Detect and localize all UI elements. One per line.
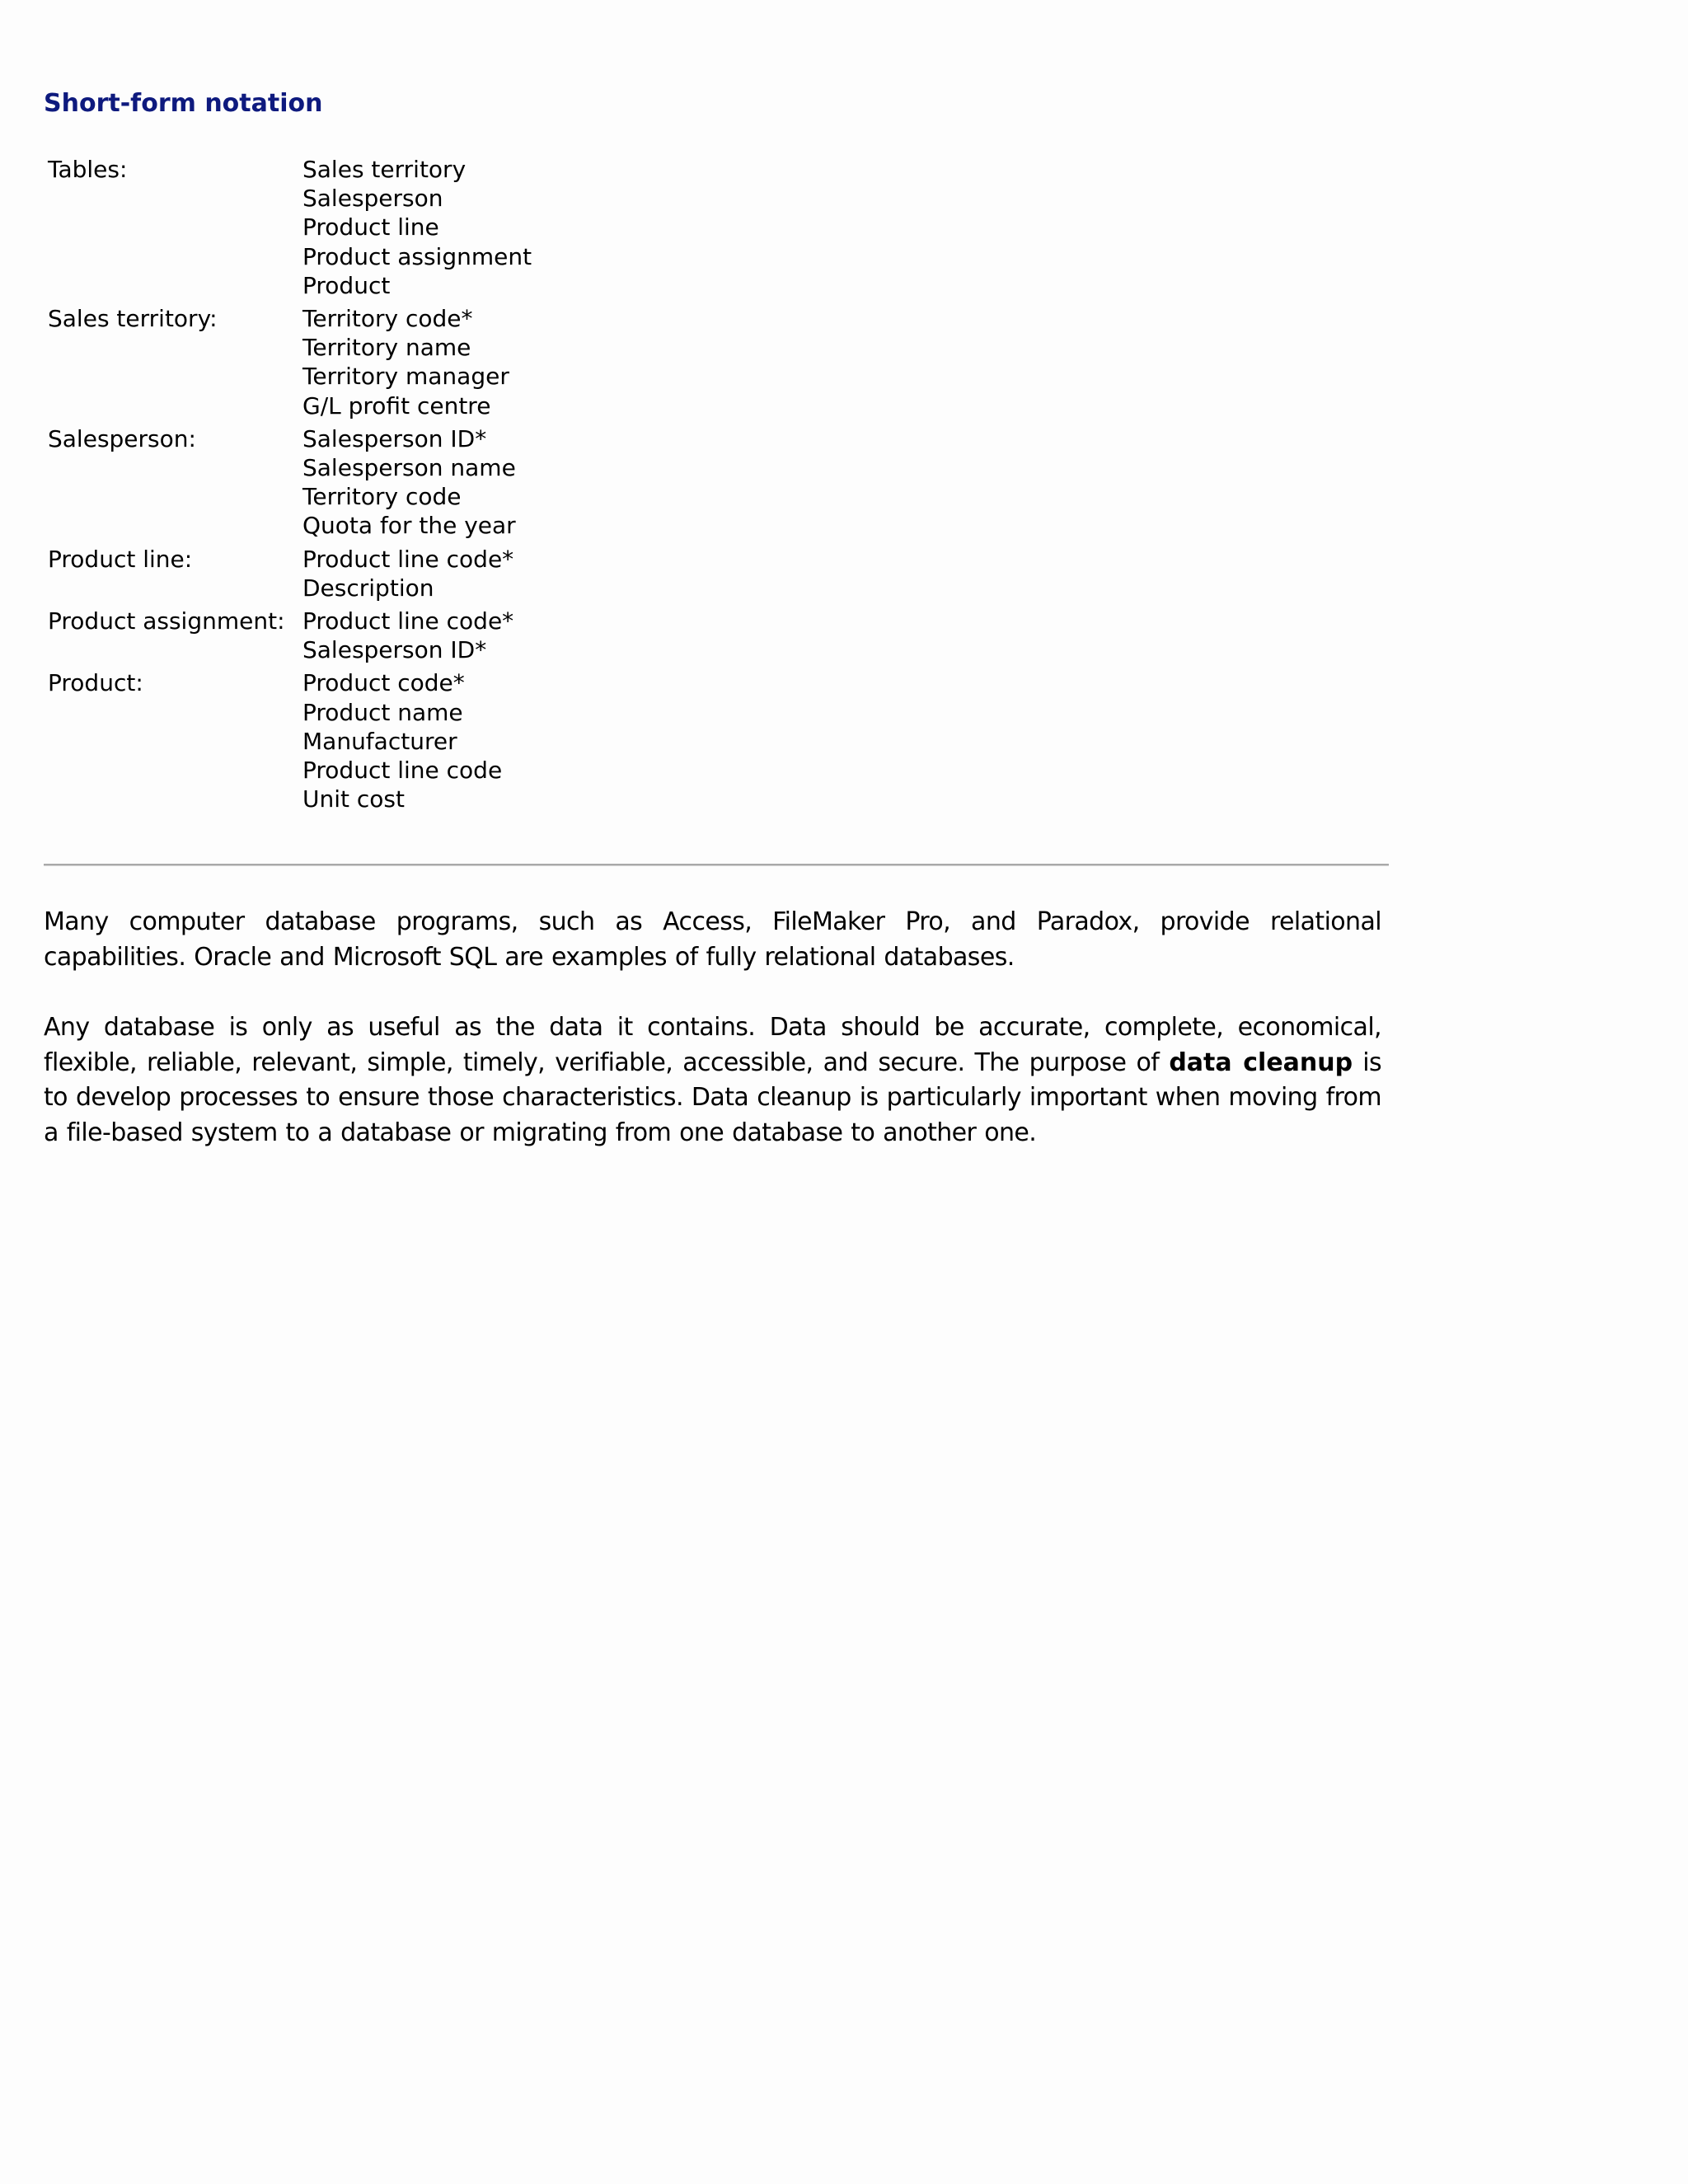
notation-value: Product name [302,698,463,726]
notation-value: Territory manager [302,363,509,391]
section-heading: Short-form notation [44,89,323,118]
notation-label: Sales territory: [48,305,218,333]
notation-value: Salesperson [302,185,443,213]
notation-value: Description [302,574,434,602]
notation-label: Salesperson: [48,424,196,452]
notation-value: Product assignment [302,242,532,270]
notation-row-tables [48,155,532,300]
notation-row-product [48,668,532,813]
notation-values [302,304,509,420]
notation-row-sales-territory [48,304,532,420]
notation-table [48,155,532,818]
data-cleanup-term: data cleanup [1169,1047,1353,1077]
notation-row-product-assignment [48,607,532,664]
notation-label: Tables: [48,156,128,183]
notation-values [302,155,532,300]
notation-label: Product: [48,669,143,697]
notation-value: Territory code* [302,305,473,333]
paragraph-text: is to develop processes to ensure those characteristics. Data cleanup is particularly important when moving from a file-based system to a database or migrating from one database to another one. [44,1047,1382,1147]
notation-value: Unit cost [302,785,405,813]
notation-value: Territory name [302,334,471,362]
notation-label: Product assignment: [48,607,285,635]
notation-values [302,668,502,813]
notation-value: Territory code [302,483,462,511]
notation-values [302,545,513,602]
notation-row-product-line [48,545,532,602]
notation-values [302,424,516,541]
notation-values [302,607,513,664]
notation-value: Salesperson name [302,454,516,482]
notation-value: Quota for the year [302,512,516,540]
notation-value: Salesperson ID* [302,636,487,664]
notation-value: Sales territory [302,156,467,183]
notation-value: Product line code [302,757,503,785]
notation-value: Product line [302,213,439,241]
notation-value: Manufacturer [302,727,457,755]
notation-row-salesperson [48,424,532,541]
paragraph-text: Any database is only as useful as the data it contains. Data should be accurate, complete, economical, flexible, reliable, relevant, simple, timely, verifiable, accessible, and secure. The purpose of [44,1013,1381,1077]
notation-value: Product line code* [302,545,514,573]
notation-value: Salesperson ID* [302,424,487,452]
notation-value: G/L profit centre [302,391,491,419]
notation-label: Product line: [48,545,193,573]
body-paragraph-data-cleanup [44,1010,1381,1151]
horizontal-divider [44,864,1389,866]
notation-value: Product line code* [302,607,514,635]
notation-value: Product [302,271,391,299]
notation-value: Product code* [302,669,465,697]
body-paragraph-relational: Many computer database programs, such as Access, FileMaker Pro, and Paradox, provide relational capabilities. Oracle and Microsoft SQL are examples of fully relational databases. [44,907,1381,972]
